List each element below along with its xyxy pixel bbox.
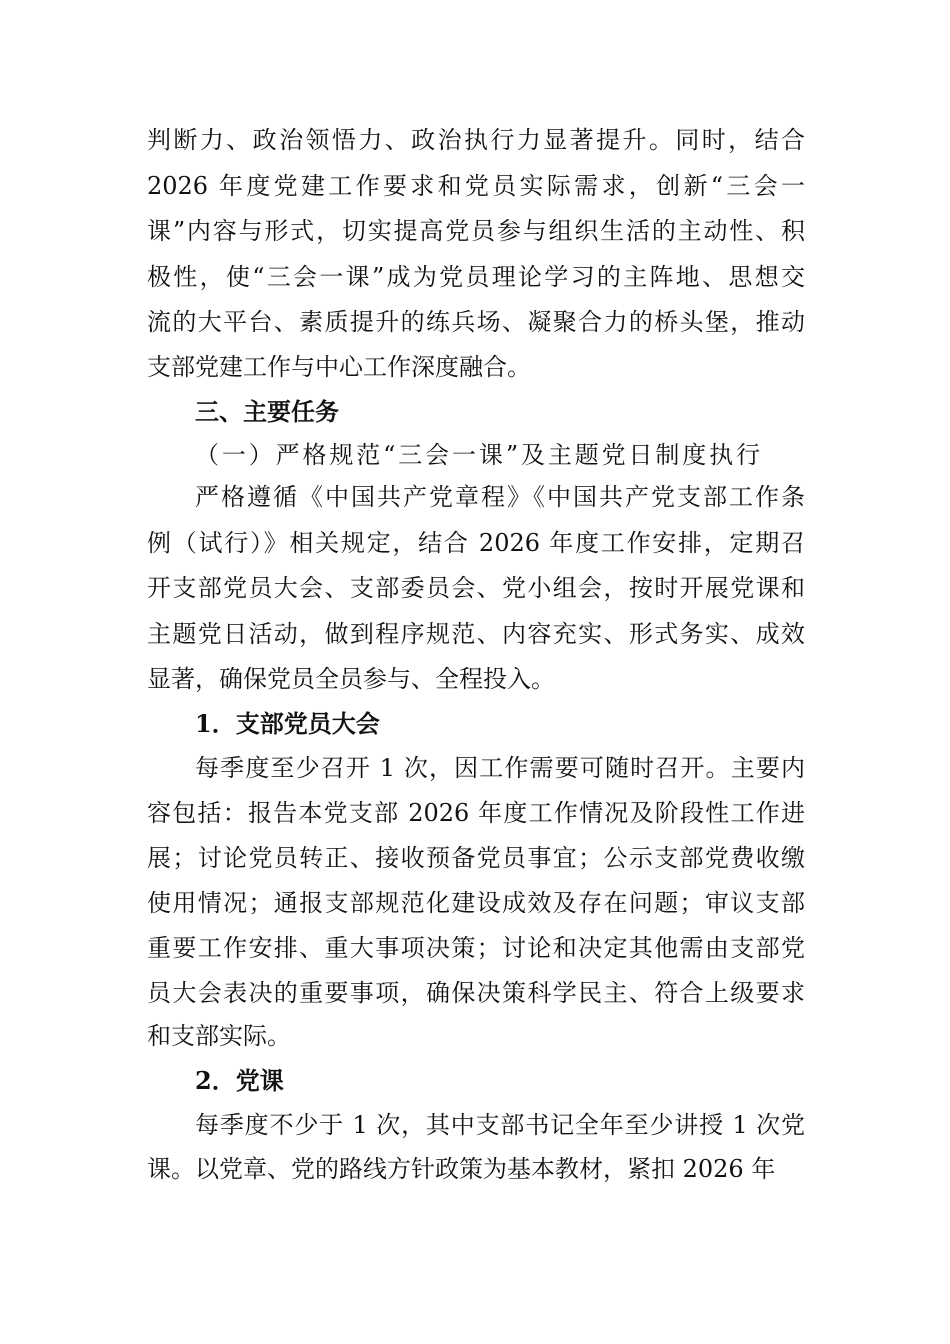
- paragraph-line: 主题党日活动，做到程序规范、内容充实、形式务实、成效: [147, 620, 805, 648]
- heading-text: 2．党课: [195, 1066, 284, 1095]
- paragraph-line: 每季度至少召开 1 次，因工作需要可随时召开。主要内: [195, 754, 805, 782]
- paragraph-line: 2026 年度党建工作要求和党员实际需求，创新“三会一: [147, 172, 805, 200]
- heading-text: 三、主要任务: [195, 397, 339, 426]
- paragraph-line: 容包括：报告本党支部 2026 年度工作情况及阶段性工作进: [147, 799, 805, 827]
- paragraph-line: 例（试行）》相关规定，结合 2026 年度工作安排，定期召: [147, 529, 805, 557]
- paragraph-line: 和支部实际。: [147, 1022, 291, 1050]
- paragraph-line: 判断力、政治领悟力、政治执行力显著提升。同时，结合: [147, 126, 805, 154]
- paragraph-line: 课”内容与形式，切实提高党员参与组织生活的主动性、积: [147, 217, 805, 245]
- paragraph-line: 员大会表决的重要事项，确保决策科学民主、符合上级要求: [147, 979, 805, 1007]
- paragraph-line: 极性，使“三会一课”成为党员理论学习的主阵地、思想交: [147, 263, 805, 291]
- heading-text: 1．支部党员大会: [195, 709, 380, 738]
- paragraph-line: 课。以党章、党的路线方针政策为基本教材，紧扣 2026 年: [147, 1155, 776, 1183]
- paragraph-line: 重要工作安排、重大事项决策；讨论和决定其他需由支部党: [147, 934, 805, 962]
- paragraph-line: 使用情况；通报支部规范化建设成效及存在问题；审议支部: [147, 889, 805, 917]
- paragraph-line: 展；讨论党员转正、接收预备党员事宜；公示支部党费收缴: [147, 844, 805, 872]
- paragraph-line: 支部党建工作与中心工作深度融合。: [147, 353, 531, 381]
- paragraph-line: 每季度不少于 1 次，其中支部书记全年至少讲授 1 次党: [195, 1111, 805, 1139]
- paragraph-line: 开支部党员大会、支部委员会、党小组会，按时开展党课和: [147, 574, 805, 602]
- paragraph-line: 流的大平台、素质提升的练兵场、凝聚合力的桥头堡，推动: [147, 308, 805, 336]
- paragraph-line: 严格遵循《中国共产党章程》《中国共产党支部工作条: [195, 483, 805, 511]
- subheading-text: （一）严格规范“三会一课”及主题党日制度执行: [195, 441, 760, 469]
- paragraph-line: 显著，确保党员全员参与、全程投入。: [147, 665, 555, 693]
